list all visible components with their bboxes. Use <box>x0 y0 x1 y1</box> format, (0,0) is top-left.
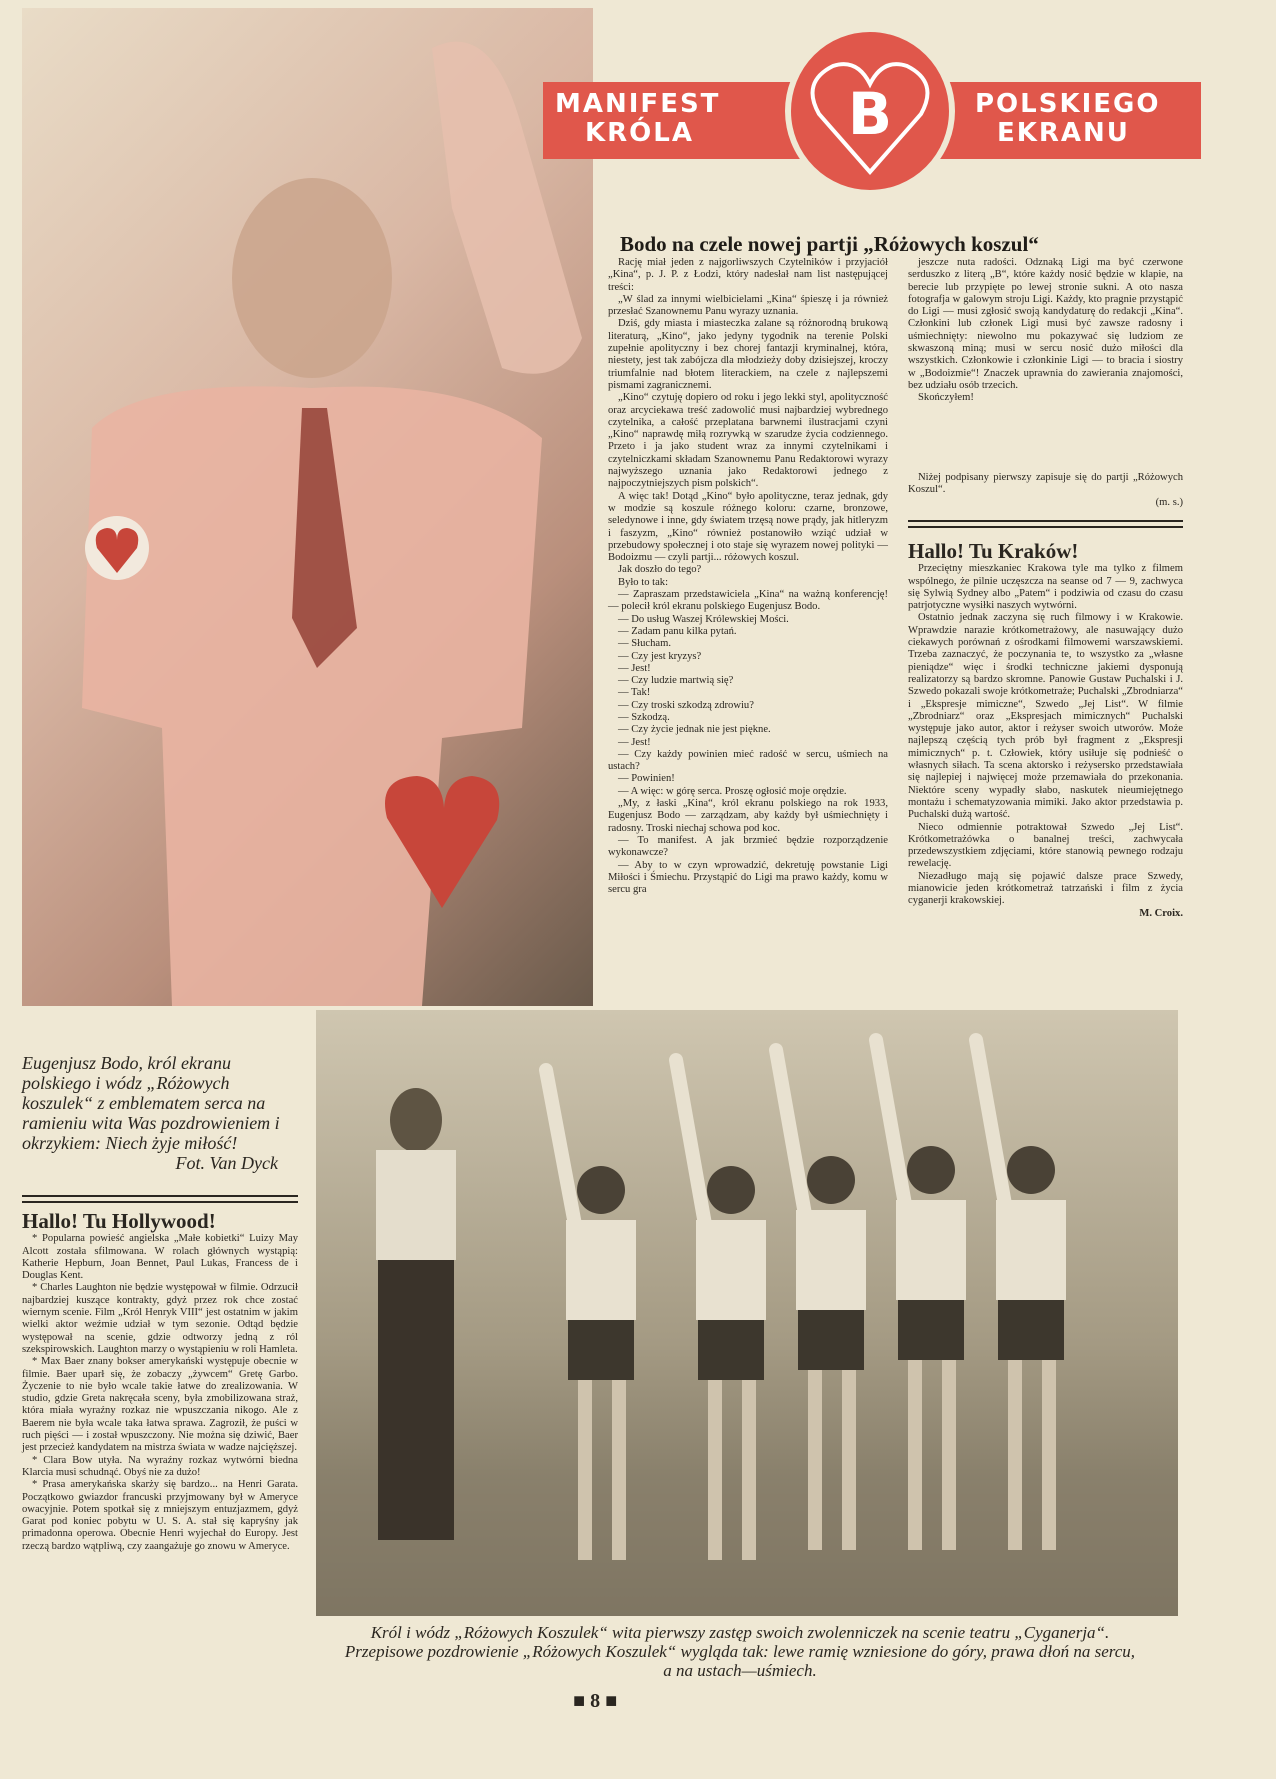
krakow-title: Hallo! Tu Kraków! <box>908 539 1079 563</box>
article-paragraph: — To manifest. A jak brzmieć będzie rozporządzenie wykonawcze? <box>608 834 888 859</box>
signup-signature: (m. s.) <box>1155 496 1183 508</box>
krakow-paragraph: Nieco odmiennie potraktował Szwedo „Jej List“. Krótkometrażówka o banalnej treści, zachwycała przedewszystkiem zdjęciami, które stanowią pewnego rodzaju rewelację. <box>908 821 1183 870</box>
chorus-photo <box>316 1010 1178 1616</box>
article-paragraph: Jak doszło do tego? <box>618 564 702 576</box>
article-paragraph: Rację miał jeden z najgorliwszych Czytelników i przyjaciół „Kina“, p. J. P. z Łodzi, który nadesłał nam list następującej treści: <box>608 257 888 293</box>
banner-left-line2: KRÓLA <box>585 118 694 148</box>
heart-icon <box>791 32 949 190</box>
hollywood-title: Hallo! Tu Hollywood! <box>22 1209 216 1233</box>
article-paragraph: „My, z łaski „Kina“, król ekranu polskiego na rok 1933, Eugenjusz Bodo — zarządzam, aby każdy był uśmiechnięty i radosny. Troski niechaj schowa pod koc. <box>608 798 888 834</box>
article-paragraph: — Czy jest kryzys? <box>618 650 702 662</box>
article-paragraph: — Aby to w czyn wprowadzić, dekretuję powstanie Ligi Miłości i Śmiechu. Przystąpić do Ligi ma prawo każdy, komu w sercu gra <box>608 859 888 896</box>
article-paragraph: „W ślad za innymi wielbicielami „Kina“ śpieszę i ja również przesłać Szanownemu Panu wyrazy uznania. <box>608 293 888 318</box>
hollywood-paragraph: * Popularna powieść angielska „Małe kobietki“ Luizy May Alcott została sfilmowana. W rolach głównych wystąpią: Katherie Hepburn, Joan Bennet, Paul Lukas, Francess de i Douglas Kent. <box>22 1233 298 1282</box>
portrait-caption-text: Eugenjusz Bodo, król ekranu polskiego i wódz „Różowych koszulek“ z emblematem serca na ramieniu wita Was pozdrowieniem i okrzykiem: Niech żyje miłość! <box>22 1053 280 1153</box>
article-paragraph: — Szkodzą. <box>618 711 670 723</box>
heart-logo-letter: B <box>847 80 893 148</box>
chorus-caption: Król i wódz „Różowych Koszulek“ wita pierwszy zastęp swoich zwolenniczek na scenie teatru „Cyganerja“. Przepisowe pozdrowienie „Różowych Koszulek“ wygląda tak: lewe ramię wzniesione do góry, prawa dłoń na sercu, a na ustach—uśmiech. <box>344 1623 1136 1680</box>
bodo-portrait-photo <box>22 8 593 1006</box>
divider-hollywood-2 <box>22 1201 298 1203</box>
article-paragraph: — Zadam panu kilka pytań. <box>618 625 737 637</box>
photo-credit: Fot. Van Dyck <box>175 1153 278 1173</box>
banner-right-line1: POLSKIEGO <box>975 89 1161 119</box>
page-number-value: 8 <box>590 1690 601 1712</box>
portrait-caption <box>22 1053 298 1173</box>
article-paragraph: Dziś, gdy miasta i miasteczka zalane są różnorodną brukową literaturą, „Kino“, jako jedyny tygodnik na terenie Polski zupełnie apolityczny i bez chorej fantazji kryminalnej, która, niestety, jest tak zabójcza dla młodzieży doby dzisiejszej, kroczy triumfalnie nad błotem literackiem, na czele z najlepszemi pismami zagranicznemi. <box>608 318 888 391</box>
banner-right-line2: EKRANU <box>997 118 1130 148</box>
article-column-1 <box>608 257 888 896</box>
hollywood-paragraph: * Prasa amerykańska skarży się bardzo... na Henri Garata. Początkowo gwiazdor francuski przyjmowany był w Ameryce owacyjnie. Potem spotkał się z mniejszym entuzjazmem, gdyż Garat pod koniec pobytu w U. S. A. stał się kapryśny jak primadonna operowa. Obecnie Henri wyjechał do Europy. Jest rzeczą bardzo wątpliwą, czy zaangażuje go znowu w Ameryce. <box>22 1479 298 1552</box>
divider-krakow <box>908 520 1183 522</box>
article-paragraph: — Do usług Waszej Królewskiej Mości. <box>618 613 789 625</box>
krakow-paragraph: Ostatnio jednak zaczyna się ruch filmowy i w Krakowie. Wprawdzie narazie krótkometrażowy, ale nasuwający dużo ciekawych porównań z ośrodkami filmowemi warszawskiemi. Trzeba zaznaczyć, że poczynania te, to wszystko za „własne pieniądze“ więc i środki techniczne jakiemi dysponują realizatorzy są bardzo skromne. Panowie Gustaw Puchalski i J. Szwedo pokazali swoje krótkometraże; Puchalski „Zbrodniarza“ i „Ekspresje mimiczne“, Szwedo „Jej List“. W filmie „Zbrodniarz“ oraz „Ekspresjach mimicznych“ Puchalski występuje jako autor, aktor i reżyser swoich utworów. Może najlepszą częścią tych prób był fragment z „Ekspresji mimicznych“ p. t. Człowiek, który usiłuje się podnieść o własnych siłach. Ta scena aktorsko i reżysersko przedstawiała się najlepiej i najwięcej może przemawiała do przekonania. Niektóre sceny wypadły słabo, naskutek nieumiejętnego montażu i schematyzowania mimiki. Jako aktor przedstawia p. Puchalski dużą wartość. <box>908 612 1183 821</box>
bodo-figure-illustration <box>22 8 593 1006</box>
page-number-bullet-left: ■ <box>573 1690 591 1712</box>
article-paragraph: — Tak! <box>618 687 651 699</box>
article-paragraph: A więc tak! Dotąd „Kino“ było apolityczne, teraz jednak, gdy w modzie są koszule różnego koloru: czarne, bronzowe, seledynowe i inne, gdy światem trzęsą nowe prądy, jak hitleryzm i faszyzm, „Kino“ również postanowiło wziąć udział w przebudowy społecznej i oto staje się wyrazem nowej polityki — Bodoizmu — czyli partji... różowych koszul. <box>608 490 888 564</box>
hollywood-paragraph: * Max Baer znany bokser amerykański występuje obecnie w filmie. Baer uparł się, że zobaczy „żywcem“ Gretę Garbo. Życzenie to nie było wcale takie łatwe do zrealizowania. W studio, gdzie Greta nakręcała sceny, była zmobilizowana straż, która miała wyraźny rozkaz nie wpuszczania nikogo. Ale z Baerem nie była wcale taka łatwa sprawa. Zagroził, że puści w ruch pięści — i został wpuszczony. Nie można się dziwić, Baer jest przecież kandydatem na mistrza świata w wadze najcięższej. <box>22 1356 298 1454</box>
page-number <box>573 1690 617 1713</box>
article-column-2 <box>908 257 1183 405</box>
article-paragraph: — Jest! <box>618 662 651 674</box>
article-paragraph: — A więc: w górę serca. Proszę ogłosić moje orędzie. <box>618 785 847 797</box>
hollywood-paragraph: * Charles Laughton nie będzie występował w filmie. Odrzucił najbardziej kuszące kontrakty, gdyż przez rok chce zostać wiernym scenie. Film „Król Henryk VIII“ jest ostatnim w jakim wielki aktor weźmie udział w tym sezonie. Odtąd będzie występował na scenie, gdzie odtworzy jedną z ról szekspirowskich. Laughton marzy o wystąpieniu w roli Hamleta. <box>22 1282 298 1355</box>
article-paragraph: — Słucham. <box>618 638 671 650</box>
article-paragraph: jeszcze nuta radości. Odznaką Ligi ma być czerwone serduszko z literą „B“, które każdy nosić będzie w klapie, na berecie lub przypięte po lewej stronie sukni. A oto nasza fotografja w galowym stroju Ligi. Każdy, kto pragnie przystąpić do Ligi — musi zgłosić swoją kandydaturę do redakcji „Kina“. Członkini lub członek Ligi musi być zawsze radosny i uśmiechnięty: niewolno mu pokazywać się ludziom ze skwaszoną miną; musi w sercu nosić dużo miłości dla wszystkich. Członkowie i członkinie Ligi — to bracia i siostry w „Bodoizmie“! Znaczek uprawnia do zawierania znajomości, bez udziału osób trzecich. <box>908 257 1183 391</box>
article-paragraph: — Czy ludzie martwią się? <box>618 675 734 687</box>
chorus-figures-illustration <box>316 1010 1178 1616</box>
article-paragraph: — Jest! <box>618 736 651 748</box>
article-paragraph: — Czy każdy powinien mieć radość w sercu, uśmiech na ustach? <box>608 748 888 773</box>
hollywood-section <box>22 1209 298 1553</box>
article-paragraph: „Kino“ czytuję dopiero od roku i jego lekki styl, apolityczność oraz arcyciekawa treść zadowolić musi najbardziej wybrednego czytelnika, a całość przeplatana barwnemi ilustracjami czyni „Kino“ naprawdę miłą rozrywką w szarudze życia codziennego. Przeto i ja jako student wraz za innymi czytelnikami i czytelniczkami składam Szanownemu Panu Redaktorowi wyrazy najwyższego uznania jako Redaktorowi jednego z najpoczytniejszych pism polskich“. <box>608 392 888 490</box>
krakow-signature: M. Croix. <box>1139 907 1183 919</box>
divider-krakow-2 <box>908 526 1183 528</box>
hollywood-paragraph: * Clara Bow utyła. Na wyraźny rozkaz wytwórni biedna Klarcia musi schudnąć. Obyś nie za dużo! <box>22 1454 298 1478</box>
heart-logo <box>785 26 955 196</box>
page-number-bullet-right: ■ <box>600 1690 618 1712</box>
article-paragraph: Skończyłem! <box>918 392 974 404</box>
signup-text: Niżej podpisany pierwszy zapisuje się do partji „Różowych Koszul“. <box>908 472 1183 496</box>
article-paragraph: — Czy troski szkodzą zdrowiu? <box>618 699 754 711</box>
article-title: Bodo na czele nowej partji „Różowych koszul“ <box>620 232 1039 256</box>
signup-note <box>908 472 1183 509</box>
article-paragraph: — Powinien! <box>618 773 675 785</box>
krakow-section <box>908 539 1183 920</box>
banner-left-line1: MANIFEST <box>555 89 721 119</box>
divider-hollywood <box>22 1195 298 1197</box>
article-paragraph: — Czy życie jednak nie jest piękne. <box>618 724 771 736</box>
krakow-paragraph: Niezadługo mają się pojawić dalsze prace Szwedy, mianowicie jeden krótkometraż tatrzański i film z życia cyganerji krakowskiej. <box>908 870 1183 907</box>
krakow-paragraph: Przeciętny mieszkaniec Krakowa tyle ma tylko z filmem wspólnego, że pilnie uczęszcza na seanse od 7 — 9, zachwyca się Sylwią Sydney albo „Patem“ i podziwia od czasu do czasu patrjotyczne wysiłki naszych wytwórni. <box>908 563 1183 612</box>
article-paragraph: — Zapraszam przedstawiciela „Kina“ na ważną konferencję! — polecił król ekranu polskiego Eugenjusz Bodo. <box>608 589 888 613</box>
article-paragraph: Było to tak: <box>618 576 669 588</box>
